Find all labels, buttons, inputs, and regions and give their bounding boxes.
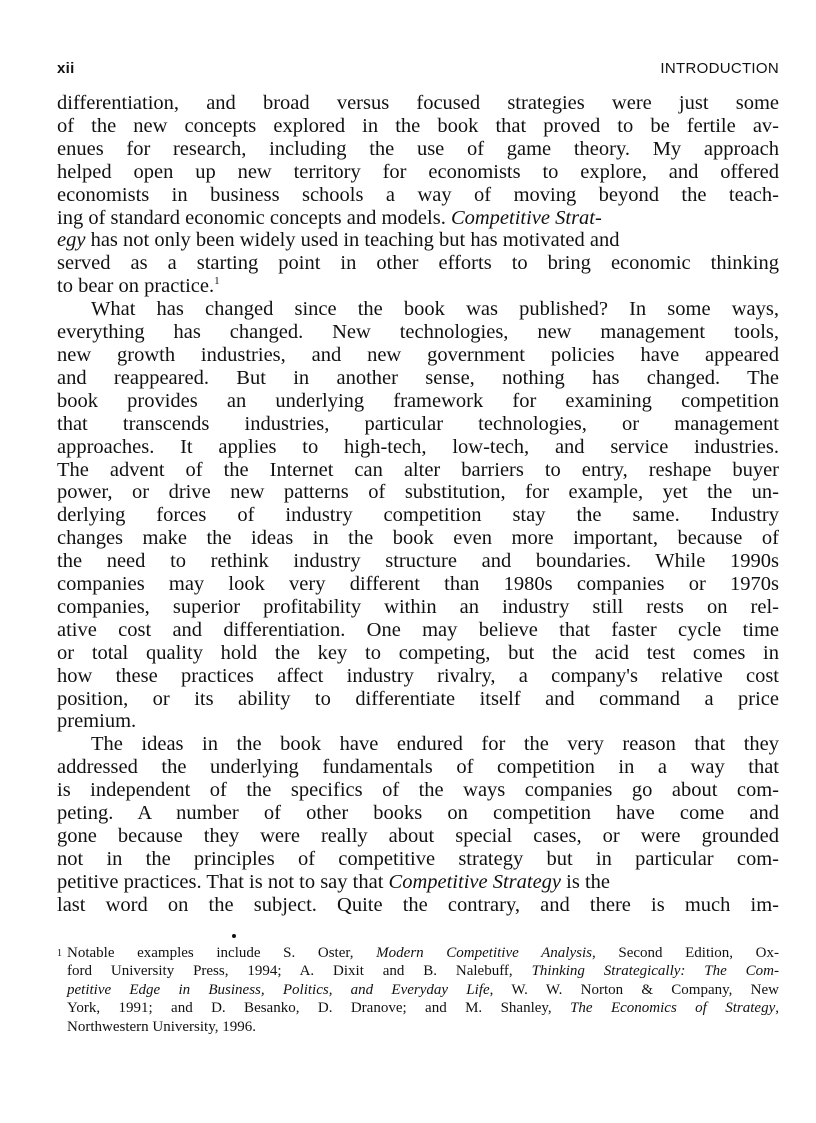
footnote-line [67,999,779,1017]
body-text [57,92,779,917]
text-line: everything has changed. New technologies, new management tools, [57,321,779,344]
text-line: helped open up new territory for economists to explore, and offered [57,160,779,183]
text-line: companies may look very different than 1980s companies or 1970s [57,573,779,596]
text-line: derlying forces of industry competition stay the same. Industry [57,504,779,527]
text-line: companies, superior profitability within an industry still rests on rel- [57,595,779,618]
text-line: What has changed since the book was published? In some ways, [91,298,779,321]
text-segment: petitive practices. That is not to say that [57,870,384,893]
text-segment: to bear on practice. [57,275,215,298]
text-segment: Notable examples include S. Oster, [67,945,377,961]
text-line: new growth industries, and new government policies have appeared [57,343,779,366]
text-line: the need to rethink industry structure and boundaries. While 1990s [57,550,779,573]
text-line [57,275,779,298]
text-segment: ford University Press, 1994; A. Dixit and B. Nalebuff, [67,963,532,980]
text-line: gone because they were really about special cases, or were grounded [57,825,779,847]
cited-title: petitive Edge in Business, Politics, and Everyday Life [67,981,490,998]
text-line: not in the principles of competitive strategy but in particular com- [57,847,779,870]
footnote-line [67,944,779,962]
text-segment: , Second Edition, Ox- [591,945,780,961]
footnote-line [67,981,779,999]
text-line: how these practices affect industry rivalry, a company's relative cost [57,664,779,687]
cited-title: Thinking Strategically: The Com- [531,963,779,980]
text-line: position, or its ability to differentiate itself and command a price [57,687,779,710]
text-segment: ing of standard economic concepts and models. [57,206,446,229]
footnote-separator-dot [232,934,236,938]
footnote-line [67,962,779,980]
footnote [57,944,779,1036]
text-line: ative cost and differentiation. One may believe that faster cycle time [57,618,779,641]
text-segment: has not only been widely used in teaching but has motivated and [85,229,620,252]
text-line: and reappeared. But in another sense, nothing has changed. The [57,366,779,389]
text-line: is independent of the specifics of the ways companies go about com- [57,779,779,802]
text-line: power, or drive new patterns of substitution, for example, yet the un- [57,481,779,504]
text-segment: , W. W. Norton & Company, New [489,981,779,998]
book-title-italic: Competitive Strat- [450,206,602,229]
text-line [57,871,779,894]
text-line: changes make the ideas in the book even more important, because of [57,527,779,550]
text-segment: , [775,1000,779,1017]
text-line: The advent of the Internet can alter barriers to entry, reshape buyer [57,458,779,481]
text-line: or total quality hold the key to competing, but the acid test comes in [57,641,779,664]
cited-title: Modern Competitive Analysis [376,945,592,961]
text-line: that transcends industries, particular technologies, or management [57,412,779,435]
page-number: xii [57,60,75,77]
cited-title: The Economics of Strategy [570,1000,776,1017]
text-line: economists in business schools a way of moving beyond the teach- [57,183,779,206]
text-segment: is the [561,870,610,893]
text-line: peting. A number of other books on competition have come and [57,802,779,825]
text-line [57,229,779,252]
footnote-line: Northwestern University, 1996. [67,1018,256,1035]
text-line: premium. [57,710,137,733]
text-line [57,207,779,230]
text-line: addressed the underlying fundamentals of competition in a way that [57,756,779,779]
footnote-mark: 1 [57,948,62,959]
running-head [57,60,779,82]
text-line: last word on the subject. Quite the contrary, and there is much im- [57,893,779,916]
section-title: INTRODUCTION [660,60,779,77]
text-line: served as a starting point in other efforts to bring economic thinking [57,252,779,275]
book-title-italic: egy [57,229,86,252]
text-line: enues for research, including the use of game theory. My approach [57,137,779,160]
book-title-italic: Competitive Strategy [388,870,562,893]
text-line: of the new concepts explored in the book that proved to be fertile av- [57,114,779,137]
text-line: book provides an underlying framework for examining competition [57,389,779,412]
text-line: approaches. It applies to high-tech, low-tech, and service industries. [57,435,779,458]
text-line: The ideas in the book have endured for the very reason that they [91,733,779,756]
footnote-reference[interactable]: 1 [214,275,220,288]
text-segment: York, 1991; and D. Besanko, D. Dranove; and M. Shanley, [67,1000,571,1017]
text-line: differentiation, and broad versus focused strategies were just some [57,92,779,114]
